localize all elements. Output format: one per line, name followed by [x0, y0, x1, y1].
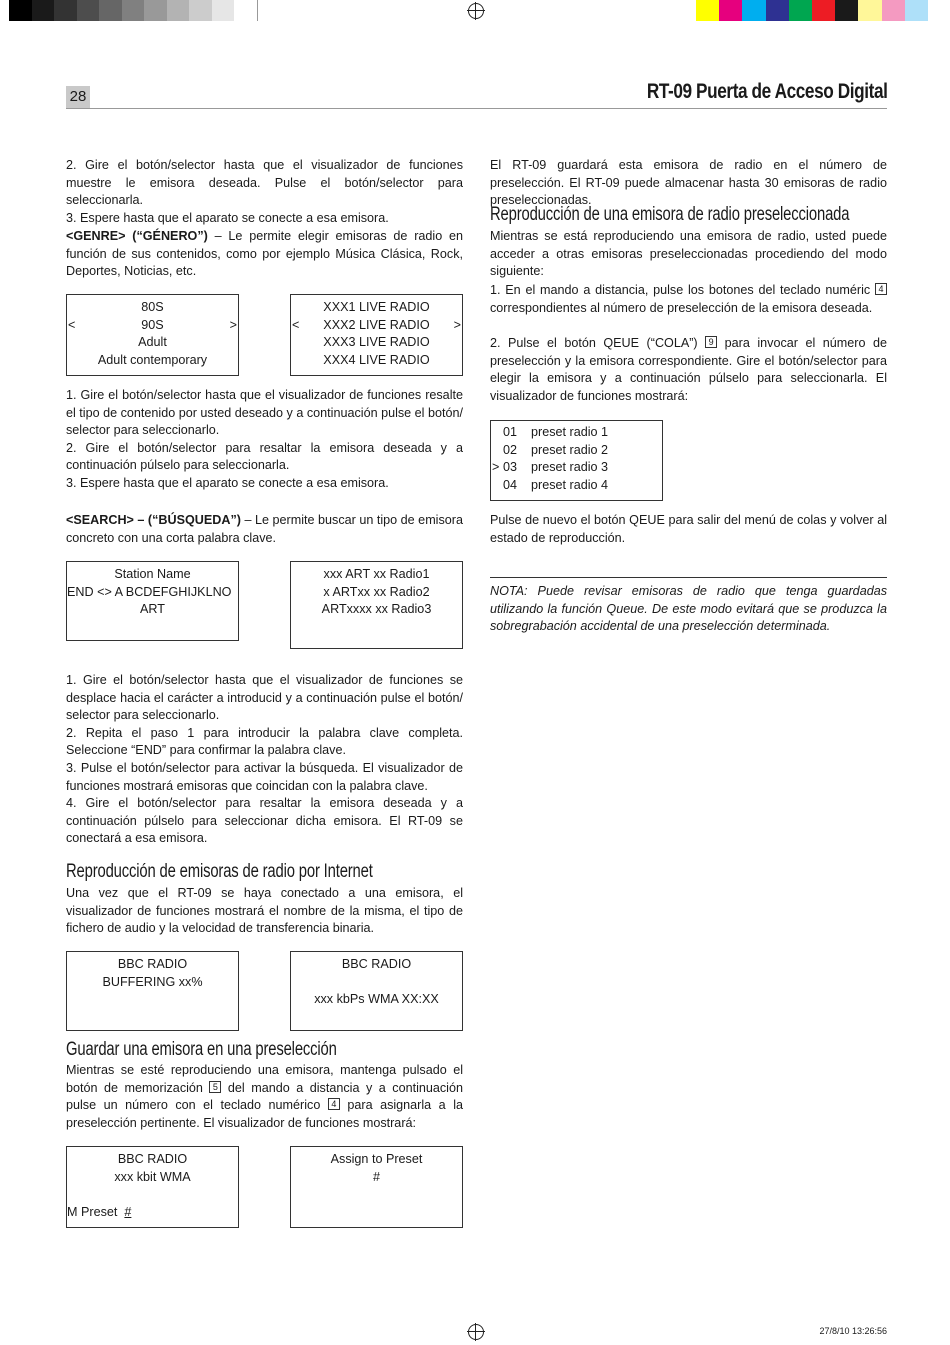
preset-name: preset radio 1 — [531, 425, 609, 439]
gray-swatch — [99, 0, 122, 21]
gray-swatch — [54, 0, 77, 21]
play-preset-step-1: 1. En el mando a distancia, pulse los botones del teclado numéric 4 correspondientes al número de preselección de la emisora deseada. — [490, 282, 887, 317]
arrow-right: > — [453, 317, 461, 332]
registration-mark-icon — [467, 1323, 485, 1341]
preset-name: preset radio 4 — [531, 477, 609, 492]
search-results-box: xxx ART xx Radio1 x ARTxx xx Radio2 ARTxxxx xx Radio3 — [290, 561, 463, 649]
color-swatch — [882, 0, 905, 21]
preset-list-item — [491, 442, 662, 460]
gray-swatch — [122, 0, 145, 21]
play-preset-step-2: 2. Pulse el botón QEUE (“COLA”) 9 para invocar el número de preselección y la emisora correspondiente. Gire el botón/selector para elegir la emisora y a continuación púlselo para seleccionarla. El visualizador de funciones mostrará: — [490, 336, 887, 403]
gray-swatch — [77, 0, 100, 21]
search-label: <SEARCH> – (“BÚSQUEDA”) — [66, 513, 241, 527]
page-title: RT-09 Puerta de Acceso Digital — [646, 80, 887, 103]
genre-description: <GENRE> (“GÉNERO”) – Le permite elegir emisoras de radio en función de sus contenidos, como por ejemplo Música Clásica, Rock, Deportes, Noticias, etc. — [66, 229, 463, 279]
key-4-icon: 4 — [328, 1098, 340, 1110]
color-swatch — [719, 0, 742, 21]
selection-marker: > — [492, 460, 500, 475]
search-display-box: Station Name END <> A BCDEFGHIJKLNO ART — [66, 561, 239, 641]
assign-display-box: Assign to Preset # — [290, 1146, 463, 1228]
gray-swatch — [144, 0, 167, 21]
heading-play-preset: Reproducción de una emisora de radio preseleccionada — [490, 204, 850, 225]
note-rule — [490, 577, 887, 578]
color-swatch — [858, 0, 881, 21]
store-display-box: BBC RADIO xxx kbit WMA M Preset # — [66, 1146, 239, 1228]
gray-swatch — [32, 0, 55, 21]
header-rule — [66, 108, 887, 109]
preset-list-item — [491, 424, 662, 442]
genre-steps: 1. Gire el botón/selector hasta que el visualizador de funciones resalte el tipo de contenido por usted deseado y a continuación pulse el botón/ selector para seleccionarlo. 2. Gire el botón/selector para resaltar la emisora deseada y a continuación púlselo para seleccionarla. 3. Espere hasta que el aparato se conecte a esa emisora. — [66, 388, 463, 490]
preset-stored-text: El RT-09 guardará esta emisora de radio en el número de preselección. El RT-09 puede almacenar hasta 30 emisoras de radio preseleccionadas. — [490, 158, 887, 208]
registration-mark-icon — [467, 2, 485, 20]
arrow-right: > — [229, 317, 237, 332]
color-swatch — [696, 0, 719, 21]
preset-number: 03 — [503, 460, 518, 475]
exit-queue-text: Pulse de nuevo el botón QEUE para salir del menú de colas y volver al estado de reproducción. — [490, 513, 887, 545]
playing-display-box: BBC RADIO xxx kbPs WMA XX:XX — [290, 951, 463, 1031]
intro-steps: 2. Gire el botón/selector hasta que el visualizador de funciones muestre le emisora deseada. Pulse el botón/selector para seleccionarla. 3. Espere hasta que el aparato se conecte a esa emisora. — [66, 158, 463, 225]
store-preset-text: Mientras se esté reproduciendo una emisora, mantenga pulsado el botón de memorización 5 del mando a distancia y a continuación pulse un número con el teclado numérico 4 para asignarla a la preselección pertinente. El visualizador de funciones mostrará: — [66, 1063, 463, 1130]
heading-internet-radio: Reproducción de emisoras de radio por Internet — [66, 861, 373, 882]
key-4-icon: 4 — [875, 283, 887, 295]
note-text: NOTA: Puede revisar emisoras de radio que tenga guardadas utilizando la función Queue. De este modo evitará que se produzca la sobregrabación accidental de una preselección determinada. — [490, 584, 887, 634]
play-preset-intro: Mientras se está reproduciendo una emisora de radio, usted puede acceder a otras emisoras preseleccionadas procediendo del modo siguiente: — [490, 229, 887, 279]
color-swatch — [789, 0, 812, 21]
heading-store-preset: Guardar una emisora en una preselección — [66, 1039, 337, 1060]
preset-name: preset radio 2 — [531, 442, 609, 457]
preset-list-item — [491, 459, 662, 477]
color-swatch — [905, 0, 928, 21]
preset-number: 01 — [503, 425, 518, 439]
color-swatch — [835, 0, 858, 21]
gray-swatch — [167, 0, 190, 21]
arrow-left: < — [292, 317, 300, 332]
internet-radio-text: Una vez que el RT-09 se haya conectado a una emisora, el visualizador de funciones mostrará el nombre de la misma, el tipo de fichero de audio y la velocidad de transferencia binaria. — [66, 886, 463, 936]
color-swatch — [766, 0, 789, 21]
preset-number: 02 — [503, 442, 518, 457]
preset-list-item — [491, 477, 662, 495]
buffering-display-box: BBC RADIO BUFFERING xx% — [66, 951, 239, 1031]
key-5-icon: 5 — [209, 1081, 221, 1093]
preset-number: 04 — [503, 477, 518, 492]
key-9-icon: 9 — [705, 336, 717, 348]
color-swatch — [742, 0, 765, 21]
genre-label: <GENRE> (“GÉNERO”) — [66, 229, 208, 243]
arrow-left: < — [68, 317, 76, 332]
search-description: <SEARCH> – (“BÚSQUEDA”) – Le permite buscar un tipo de emisora concreto con una corta palabra clave. — [66, 513, 463, 545]
preset-list-box — [490, 420, 663, 501]
preset-name: preset radio 3 — [531, 460, 609, 475]
color-swatch — [812, 0, 835, 21]
gray-swatch — [234, 0, 258, 21]
gray-swatch — [212, 0, 235, 21]
genre-station-box: XXX1 LIVE RADIO < XXX2 LIVE RADIO > XXX3 LIVE RADIO XXX4 LIVE RADIO — [290, 294, 463, 376]
gray-swatch — [189, 0, 212, 21]
gray-swatch — [9, 0, 32, 21]
page-number: 28 — [66, 86, 90, 108]
genre-display-box: 80S < 90S > Adult Adult contemporary — [66, 294, 239, 376]
preset-list — [491, 424, 662, 494]
search-steps: 1. Gire el botón/selector hasta que el visualizador de funciones se desplace hacia el carácter a introducid y a continuación pulse el botón/ selector para seleccionarlo. 2. Repita el paso 1 para introducir la palabra clave completa. Seleccione “END” para confirmar la palabra clave. 3. Pulse el botón/selector para activar la búsqueda. El visualizador de funciones mostrará emisoras que coincidan con la palabra clave. 4. Gire el botón/selector para resaltar la emisora deseada y a continuación púlselo para seleccionar dicha emisora. El RT-09 se conectará a esa emisora. — [66, 673, 463, 846]
print-timestamp: 27/8/10 13:26:56 — [819, 1326, 887, 1336]
